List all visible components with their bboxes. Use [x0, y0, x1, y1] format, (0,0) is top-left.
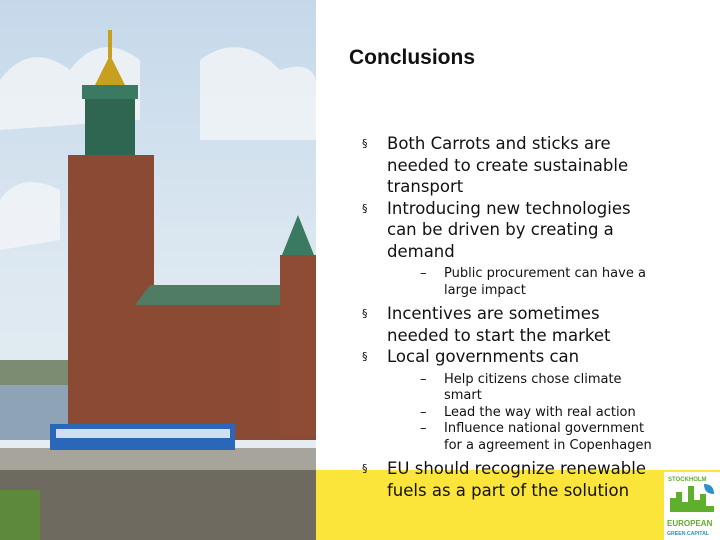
tower-cap [82, 85, 138, 99]
bullet-marker: § [362, 137, 368, 150]
bullet-list [362, 133, 662, 501]
slide-title: Conclusions [349, 46, 476, 69]
sub-bullet-item [387, 266, 662, 299]
sub-bullet-text: Influence national government for a agreement in Copenhagen [444, 421, 652, 453]
bullet-item [362, 133, 662, 198]
sub-bullet-item [387, 405, 662, 422]
bullet-item [362, 198, 662, 300]
bullet-marker: § [362, 307, 368, 320]
sub-bullet-text: Lead the way with real action [444, 404, 636, 420]
sub-bullet-text: Help citizens chose climate smart [444, 371, 622, 403]
bullet-text: Incentives are sometimes needed to start the market [387, 304, 611, 345]
sub-bullet-list [387, 266, 662, 299]
bullet-marker: § [362, 462, 368, 475]
bullet-item [362, 303, 662, 346]
bullet-text: Introducing new technologies can be driven by creating a demand [387, 198, 631, 261]
sub-bullet-list [387, 372, 662, 455]
bullet-marker: § [362, 201, 368, 215]
tower-spire [108, 30, 112, 58]
embankment [0, 470, 316, 540]
sub-bullet-text: Public procurement can have a large impact [444, 266, 646, 298]
bullet-text: Local governments can [387, 347, 580, 366]
european-green-capital-logo [664, 472, 720, 540]
bullet-marker: § [362, 350, 368, 363]
bullet-text: Both Carrots and sticks are needed to create sustainable transport [387, 134, 629, 196]
logo-text-line3: GREEN CAPITAL [667, 531, 709, 537]
sub-bullet-marker: – [420, 404, 427, 420]
bullet-text: EU should recognize renewable fuels as a part of the solution [387, 459, 646, 500]
bullet-item [362, 458, 662, 501]
tower-gallery [85, 95, 135, 155]
bullet-item [362, 346, 662, 454]
logo-text-line1: STOCKHOLM [668, 477, 707, 483]
side-tower [280, 255, 316, 435]
sub-bullet-marker: – [420, 421, 427, 436]
bus-windows [56, 429, 230, 438]
sub-bullet-marker: – [420, 266, 427, 281]
shrub [0, 490, 40, 540]
sub-bullet-item [387, 421, 662, 454]
logo-text-line2: EUROPEAN [667, 519, 713, 528]
stockholm-city-hall-photo [0, 0, 316, 540]
bridge [0, 448, 316, 470]
sub-bullet-item [387, 372, 662, 405]
sub-bullet-marker: – [420, 371, 427, 387]
